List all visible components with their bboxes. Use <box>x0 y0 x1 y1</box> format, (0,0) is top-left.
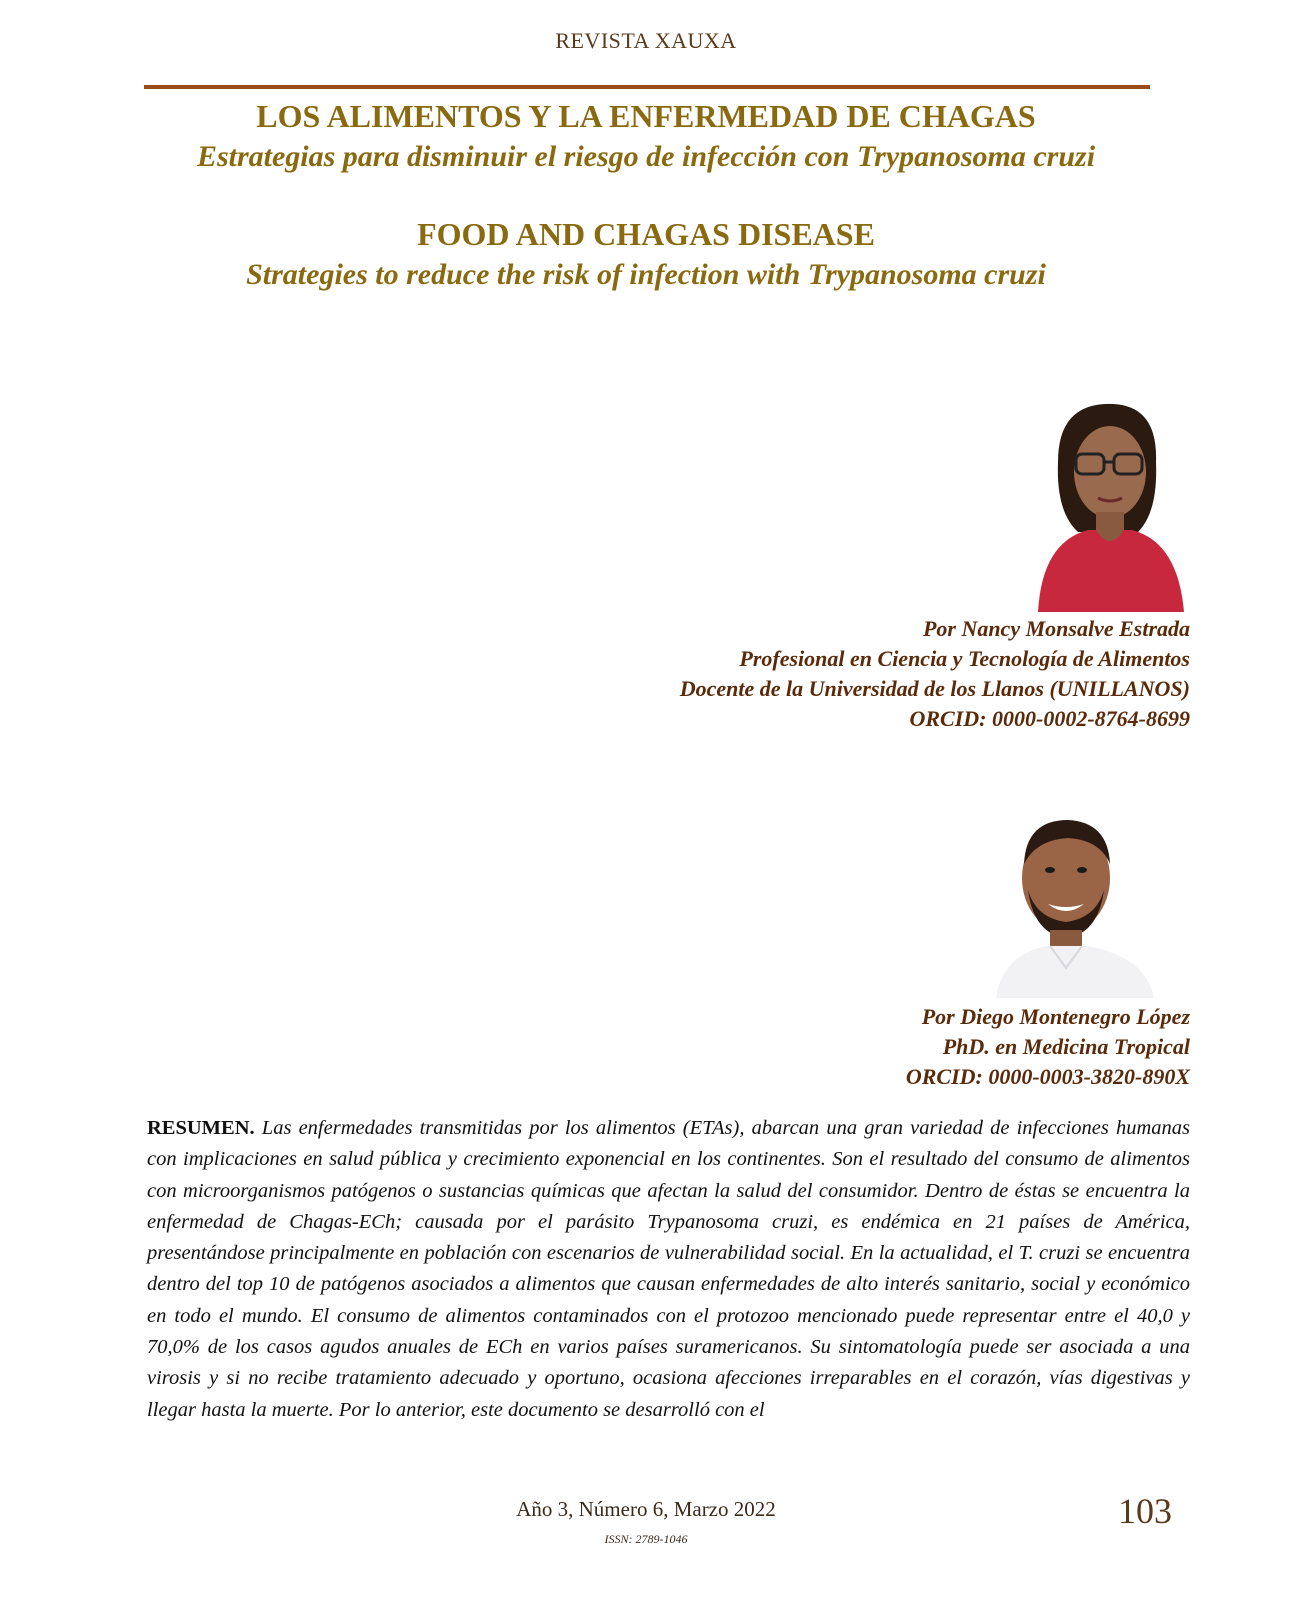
author-profession: Profesional en Ciencia y Tecnología de Alimentos <box>739 646 1190 671</box>
author-degree: PhD. en Medicina Tropical <box>942 1034 1190 1059</box>
author-photo-diego <box>996 806 1186 998</box>
author-name: Por Diego Montenegro López <box>921 1004 1190 1029</box>
author-block-diego <box>906 1002 1190 1092</box>
subtitle-english: Strategies to reduce the risk of infection with Trypanosoma cruzi <box>246 258 1046 291</box>
subtitle-spanish: Estrategias para disminuir el riesgo de infección con Trypanosoma cruzi <box>196 140 1096 173</box>
author-photo-nancy <box>1018 392 1190 612</box>
footer-issn: ISSN: 2789-1046 <box>604 1532 688 1546</box>
abstract-label: RESUMEN. <box>147 1117 255 1139</box>
abstract-text: Las enfermedades transmitidas por los alimentos (ETAs), abarcan una gran variedad de infecciones humanas con implicaciones en salud pública y crecimiento exponencial en los continentes. Son el resultado del consumo de alimentos con microorganismos patógenos o sustancias químicas que afectan la salud del consumidor. Dentro de éstas se encuentra la enfermedad de Chagas-ECh; causada por el parásito Trypanosoma cruzi, es endémica en 21 países de América, presentándose principalmente en población con escenarios de vulnerabilidad social. En la actualidad, el T. cruzi se encuentra dentro del top 10 de patógenos asociados a alimentos que causan enfermedades de alto interés sanitario, social y económico en todo el mundo. El consumo de alimentos contaminados con el protozoo mencionado puede representar entre el 40,0 y 70,0% de los casos agudos anuales de ECh en varios países suramericanos. Su sintomatología puede ser asociada a una virosis y si no recibe tratamiento adecuado y oportuno, ocasiona afecciones irreparables en el corazón, vías digestivas y llegar hasta la muerte. Por lo anterior, este documento se desarrolló con el <box>147 1117 1191 1421</box>
abstract <box>147 1113 1190 1426</box>
page-number: 103 <box>1118 1491 1172 1531</box>
journal-name: REVISTA XAUXA <box>555 28 737 53</box>
footer-issue: Año 3, Número 6, Marzo 2022 <box>516 1497 776 1521</box>
title-spanish: LOS ALIMENTOS Y LA ENFERMEDAD DE CHAGAS <box>256 98 1036 134</box>
title-english: FOOD AND CHAGAS DISEASE <box>417 216 875 252</box>
author-orcid: ORCID: 0000-0002-8764-8699 <box>909 706 1190 731</box>
author-block-nancy <box>680 614 1190 734</box>
author-orcid: ORCID: 0000-0003-3820-890X <box>905 1064 1190 1089</box>
author-name: Por Nancy Monsalve Estrada <box>922 616 1190 641</box>
header-rule <box>144 85 1150 89</box>
author-affiliation: Docente de la Universidad de los Llanos (UNILLANOS) <box>679 676 1190 701</box>
